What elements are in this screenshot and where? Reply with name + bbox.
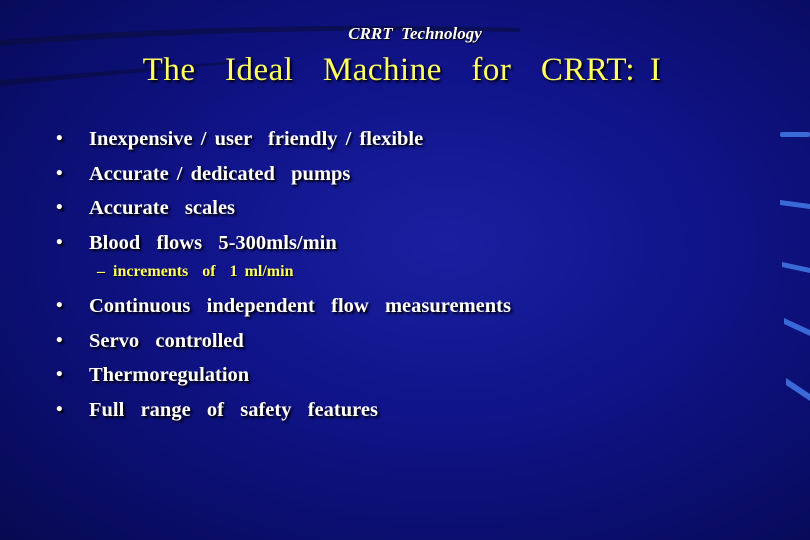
bullet-item — [56, 122, 756, 157]
bullet-text: Servo controlled — [89, 329, 244, 352]
decor-dash-2 — [780, 200, 810, 209]
bullet-text: Continuous independent flow measurements — [89, 295, 511, 317]
decor-dash-5 — [786, 378, 810, 401]
decor-dash-3 — [782, 262, 810, 273]
bullet-dot: • — [56, 231, 63, 253]
bullet-dot: • — [56, 295, 63, 316]
bullet-dot: • — [56, 128, 63, 149]
bullet-text: Accurate / dedicated pumps — [89, 162, 351, 185]
bullet-dot: • — [56, 364, 63, 385]
bullet-item — [56, 226, 756, 261]
bullet-text: Full range of safety features — [89, 398, 378, 421]
bullet-text: Thermoregulation — [89, 364, 250, 386]
bullet-item — [56, 191, 756, 226]
bullet-dot: • — [56, 398, 63, 420]
sub-bullet-dash: – — [97, 263, 105, 280]
bullet-dot: • — [56, 162, 63, 184]
bullet-item — [56, 393, 756, 428]
bullet-item — [56, 324, 756, 359]
bullet-item — [56, 289, 756, 324]
decor-dash-4 — [784, 318, 810, 336]
sub-bullet — [97, 263, 293, 281]
bullet-text: Inexpensive / user friendly / flexible — [89, 128, 424, 150]
bullet-item — [56, 157, 756, 192]
bullet-list-top — [56, 122, 756, 260]
slide-subtitle: CRRT Technology — [348, 24, 482, 43]
bullet-item — [56, 358, 756, 393]
bullet-dot: • — [56, 197, 63, 218]
slide-title: The Ideal Machine for CRRT: I — [142, 52, 662, 88]
bullet-dot: • — [56, 329, 63, 351]
bullet-text: Accurate scales — [89, 197, 236, 219]
bullet-text: Blood flows 5-300mls/min — [89, 231, 337, 254]
sub-bullet-text: increments of 1 ml/min — [113, 263, 294, 280]
decor-dash-1 — [780, 132, 810, 137]
bullet-list-bottom — [56, 289, 756, 427]
